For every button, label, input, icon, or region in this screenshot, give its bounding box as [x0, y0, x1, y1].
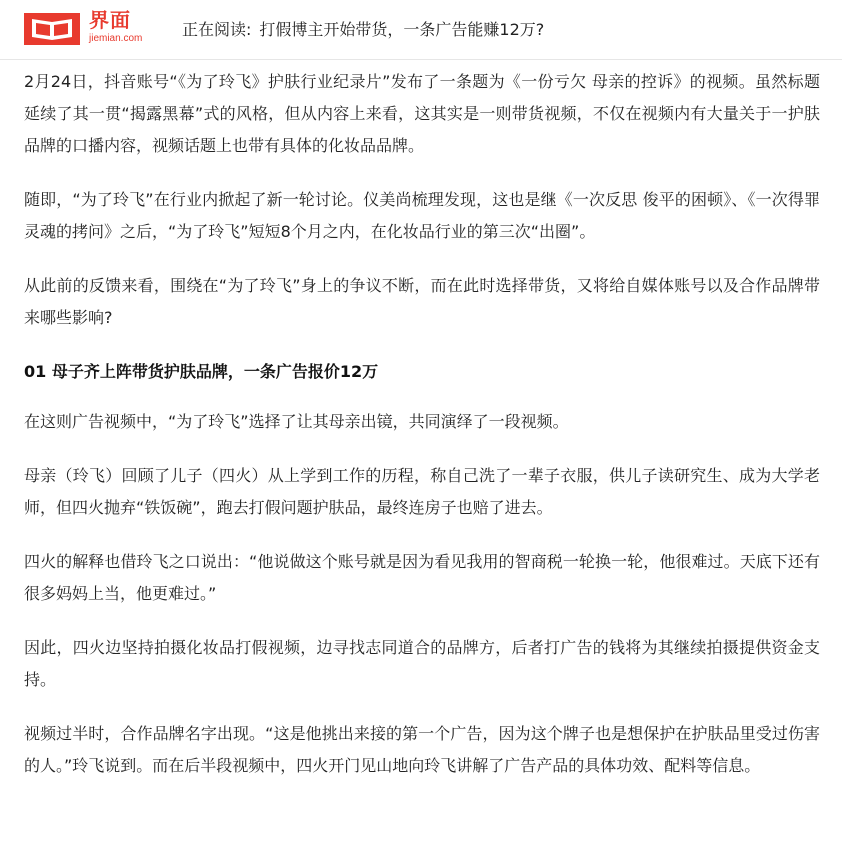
jiemian-logo[interactable]	[22, 9, 168, 51]
article-paragraph: 在这则广告视频中，“为了玲飞”选择了让其母亲出镜，共同演绎了一段视频。	[24, 412, 569, 431]
article-paragraph: 母亲（玲飞）回顾了儿子（四火）从上学到工作的历程，称自己洗了一辈子衣服，供儿子读研究生、成为大学老师，但四火抛弃“铁饭碗”，跑去打假问题护肤品，最终连房子也赔了进去。	[24, 466, 820, 517]
article-paragraph: 从此前的反馈来看，围绕在“为了玲飞”身上的争议不断，而在此时选择带货，又将给自媒体账号以及合作品牌带来哪些影响?	[24, 276, 820, 327]
logo-name-cn: 界面	[89, 8, 131, 32]
jiemian-logo-mark-icon	[22, 9, 82, 49]
now-reading-title[interactable]: 打假博主开始带货，一条广告能赚12万?	[259, 20, 545, 39]
now-reading-label: 正在阅读:	[182, 20, 252, 39]
article-paragraph: 视频过半时，合作品牌名字出现。“这是他挑出来接的第一个广告，因为这个牌子也是想保护在护肤品里受过伤害的人。”玲飞说到。而在后半段视频中，四火开门见山地向玲飞讲解了广告产品的具体功效、配料等信息。	[24, 724, 820, 775]
article-paragraph: 四火的解释也借玲飞之口说出：“他说做这个账号就是因为看见我用的智商税一轮换一轮，他很难过。天底下还有很多妈妈上当，他更难过。”	[24, 552, 820, 603]
now-reading	[182, 19, 544, 41]
logo-domain: jiemian.com	[89, 33, 143, 44]
article-body	[24, 66, 820, 804]
top-bar	[0, 0, 842, 60]
section-heading: 01 母子齐上阵带货护肤品牌，一条广告报价12万	[24, 362, 379, 381]
article-paragraph: 因此，四火边坚持拍摄化妆品打假视频，边寻找志同道合的品牌方，后者打广告的钱将为其继续拍摄提供资金支持。	[24, 638, 820, 689]
article-paragraph: 2月24日，抖音账号“《为了玲飞》护肤行业纪录片”发布了一条题为《一份亏欠 母亲的控诉》的视频。虽然标题延续了其一贯“揭露黑幕”式的风格，但从内容上来看，这其实是一则带货视频，不仅在视频内有大量关于一护肤品牌的口播内容，视频话题上也带有具体的化妆品品牌。	[24, 72, 820, 155]
article-paragraph: 随即，“为了玲飞”在行业内掀起了新一轮讨论。仪美尚梳理发现，这也是继《一次反思 俊平的困顿》、《一次得罪灵魂的拷问》之后，“为了玲飞”短短8个月之内，在化妆品行业的第三次“出圈”。	[24, 190, 820, 241]
